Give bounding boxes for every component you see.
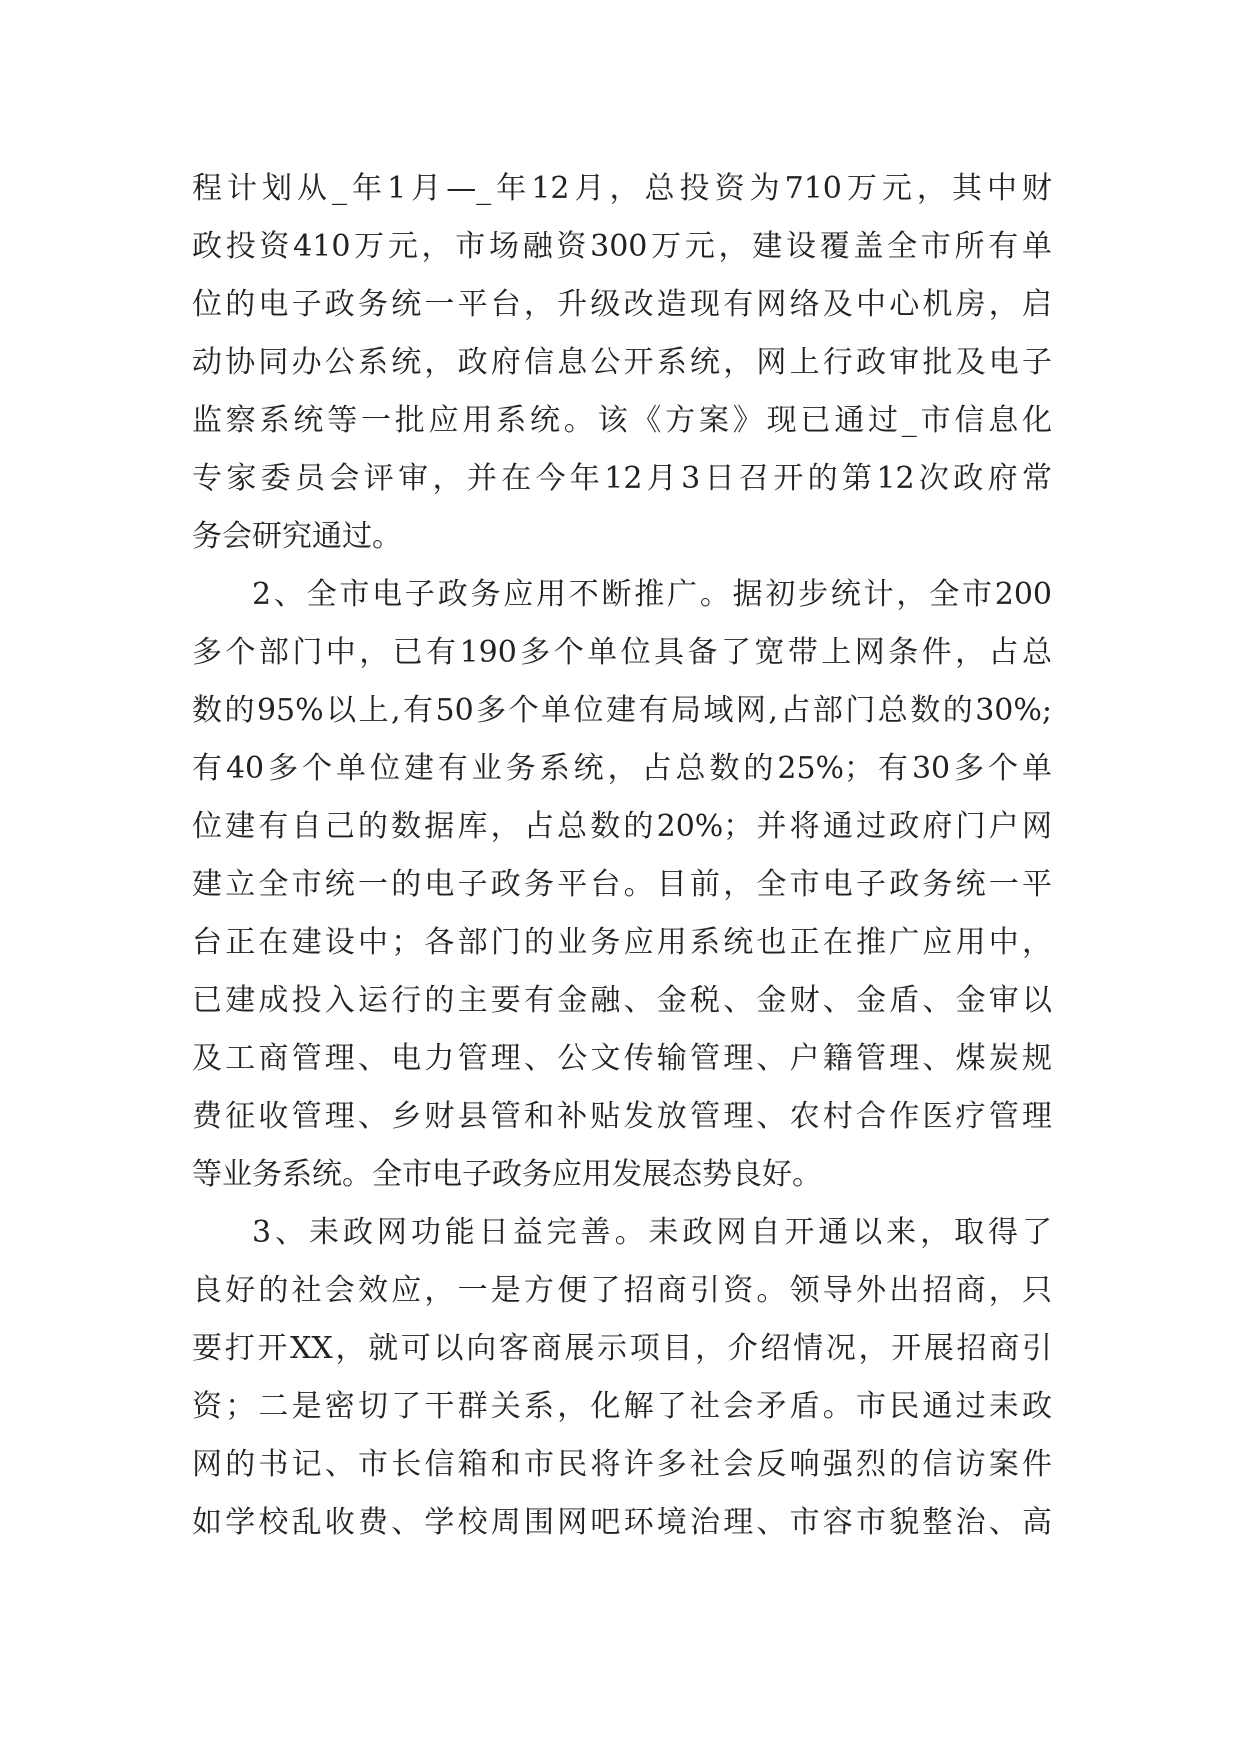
- text-line: 专家委员会评审，并在今年12月3日召开的第12次政府常: [192, 461, 1052, 496]
- body-text: [192, 160, 1052, 1552]
- text-line: 等业务系统。全市电子政务应用发展态势良好。: [192, 1157, 822, 1192]
- text-line: 台正在建设中；各部门的业务应用系统也正在推广应用中，: [192, 925, 1052, 960]
- text-line: 监察系统等一批应用系统。该《方案》现已通过_市信息化: [192, 403, 1052, 438]
- text-line: 务会研究通过。: [192, 519, 402, 554]
- text-line: 及工商管理、电力管理、公文传输管理、户籍管理、煤炭规: [192, 1041, 1052, 1076]
- text-line: 如学校乱收费、学校周围网吧环境治理、市容市貌整治、高: [192, 1505, 1052, 1540]
- text-line: 3、耒政网功能日益完善。耒政网自开通以来，取得了: [252, 1215, 1052, 1250]
- text-line: 政投资410万元，市场融资300万元，建设覆盖全市所有单: [192, 229, 1052, 264]
- text-line: 位的电子政务统一平台，升级改造现有网络及中心机房，启: [192, 287, 1052, 322]
- text-line: 良好的社会效应，一是方便了招商引资。领导外出招商，只: [192, 1273, 1052, 1308]
- text-line: 2、全市电子政务应用不断推广。据初步统计，全市200: [252, 577, 1052, 612]
- text-line: 动协同办公系统，政府信息公开系统，网上行政审批及电子: [192, 345, 1052, 380]
- text-line: 有40多个单位建有业务系统，占总数的25%；有30多个单: [192, 751, 1052, 786]
- text-line: 资；二是密切了干群关系，化解了社会矛盾。市民通过耒政: [192, 1389, 1052, 1424]
- text-line: 建立全市统一的电子政务平台。目前，全市电子政务统一平: [192, 867, 1052, 902]
- text-line: 位建有自己的数据库，占总数的20%；并将通过政府门户网: [192, 809, 1052, 844]
- text-line: 程计划从_年1月—_年12月，总投资为710万元，其中财: [192, 171, 1052, 206]
- text-line: 要打开XX，就可以向客商展示项目，介绍情况，开展招商引: [192, 1331, 1052, 1366]
- text-line: 多个部门中，已有190多个单位具备了宽带上网条件，占总: [192, 635, 1052, 670]
- text-line: 费征收管理、乡财县管和补贴发放管理、农村合作医疗管理: [192, 1099, 1052, 1134]
- text-line: 数的95%以上,有50多个单位建有局域网,占部门总数的30%;: [192, 693, 1052, 728]
- text-line: 网的书记、市长信箱和市民将许多社会反响强烈的信访案件: [192, 1447, 1052, 1482]
- text-line: 已建成投入运行的主要有金融、金税、金财、金盾、金审以: [192, 983, 1052, 1018]
